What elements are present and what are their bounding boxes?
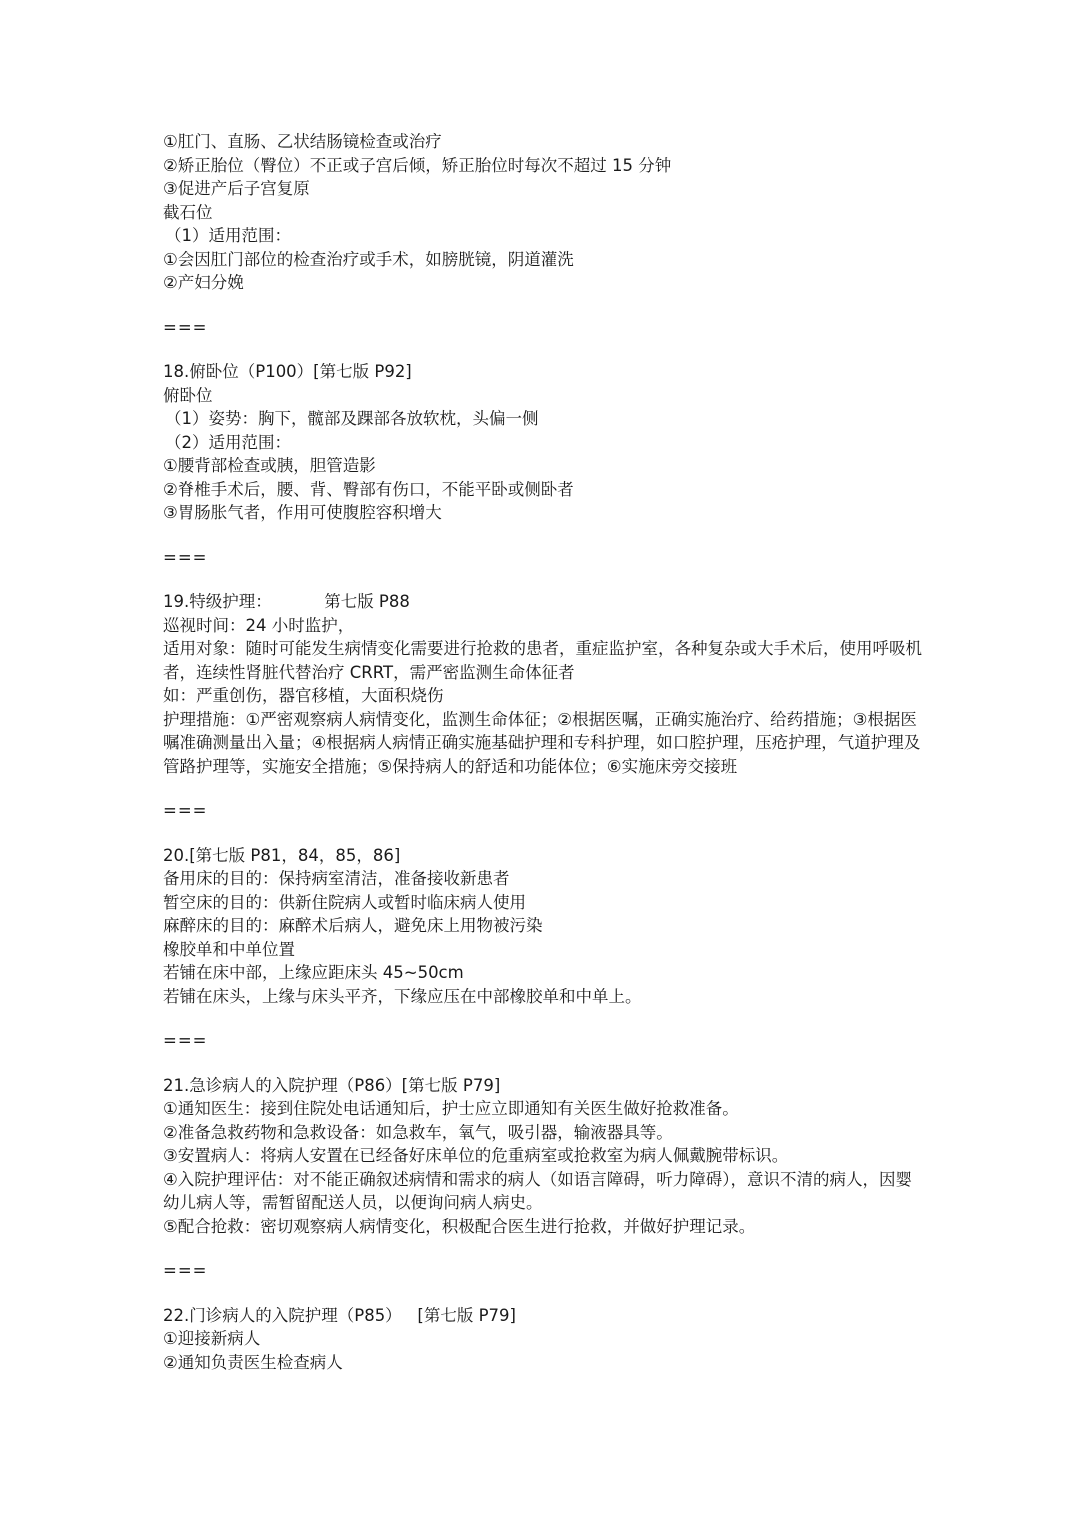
section-line: 若铺在床头，上缘与床头平齐，下缘应压在中部橡胶单和中单上。 [163,986,642,1006]
section-line: （1）姿势：胸下，髋部及踝部各放软枕，头偏一侧 [165,409,539,428]
section-20 [163,844,923,1009]
spacer [163,295,923,316]
section-line: 适用对象：随时可能发生病情变化需要进行抢救的患者，重症监护室，各种复杂或大手术后，使用呼吸机者，连续性肾脏代替治疗 CRRT，需严密监测生命体征者 [163,639,922,682]
intro-line: ②矫正胎位（臀位）不正或子宫后倾，矫正胎位时每次不超过 15 分钟 [163,155,672,175]
section-line: ④入院护理评估：对不能正确叙述病情和需求的病人（如语言障碍，听力障碍），意识不清的病人，因婴幼儿病人等，需暂留配送人员，以便询问病人病史。 [163,1169,913,1212]
section-title: 22.门诊病人的入院护理（P85） [第七版 P79] [163,1305,516,1325]
section-separator: === [163,547,208,567]
section-line: ①迎接新病人 [163,1329,261,1348]
section-title: 21.急诊病人的入院护理（P86）[第七版 P79] [163,1075,501,1095]
section-separator: === [163,1261,208,1280]
section-title: 18.俯卧位（P100）[第七版 P92] [163,362,412,381]
section-22 [163,1304,923,1375]
section-line: ③胃肠胀气者，作用可使腹腔容积增大 [163,503,442,522]
spacer [163,525,923,546]
spacer [163,823,923,844]
section-line: ②脊椎手术后，腰、背、臀部有伤口，不能平卧或侧卧者 [163,479,574,499]
section-title: 20.[第七版 P81，84，85，86] [163,845,401,865]
section-18 [163,360,923,525]
intro-line: ③促进产后子宫复原 [163,179,310,198]
section-line: 橡胶单和中单位置 [163,939,295,959]
intro-line: ①会因肛门部位的检查治疗或手术，如膀胱镜，阴道灌洗 [163,249,574,269]
section-line: ①腰背部检查或胰，胆管造影 [163,456,376,475]
intro-line: （1）适用范围： [165,226,291,245]
section-line: 若铺在床中部，上缘应距床头 45~50cm [163,963,464,982]
section-21 [163,1074,923,1239]
section-line: 如：严重创伤，器官移植，大面积烧伤 [163,686,444,705]
intro-line: ①肛门、直肠、乙状结肠镜检查或治疗 [163,132,442,151]
section-line: 巡视时间：24 小时监护， [163,615,355,635]
section-line: ①通知医生：接到住院处电话通知后，护士应立即通知有关医生做好抢救准备。 [163,1099,739,1118]
section-separator: === [163,1031,208,1050]
section-line: 护理措施：①严密观察病人病情变化，监测生命体征；②根据医嘱，正确实施治疗、给药措施；③根据医嘱准确测量出入量；④根据病人病情正确实施基础护理和专科护理，如口腔护理，压疮护理，气道护理及管路护理等，实施安全措施；⑤保持病人的舒适和功能体位；⑥实施床旁交接班 [163,709,921,776]
section-line: 备用床的目的：保持病室清洁，准备接收新患者 [163,869,510,888]
intro-line: ②产妇分娩 [163,273,244,292]
spacer [163,339,923,360]
section-title: 19.特级护理： 第七版 P88 [163,592,410,611]
section-19 [163,590,923,778]
document-page [163,130,923,1374]
section-line: ②通知负责医生检查病人 [163,1352,343,1372]
spacer [163,778,923,799]
section-line: （2）适用范围： [165,432,291,452]
spacer [163,1053,923,1074]
spacer [163,1238,923,1259]
section-line: ⑤配合抢救：密切观察病人病情变化，积极配合医生进行抢救，并做好护理记录。 [163,1216,756,1236]
spacer [163,1008,923,1029]
section-line: ②准备急救药物和急救设备：如急救车，氧气，吸引器，输液器具等。 [163,1122,673,1142]
section-line: 俯卧位 [163,385,213,405]
section-separator: === [163,317,208,337]
intro-line: 截石位 [163,202,213,222]
intro-section [163,130,923,295]
section-line: 暂空床的目的：供新住院病人或暂时临床病人使用 [163,892,526,912]
section-separator: === [163,801,208,820]
section-line: ③安置病人：将病人安置在已经备好床单位的危重病室或抢救室为病人佩戴腕带标识。 [163,1146,789,1165]
spacer [163,569,923,590]
spacer [163,1283,923,1304]
section-line: 麻醉床的目的：麻醉术后病人，避免床上用物被污染 [163,916,543,935]
